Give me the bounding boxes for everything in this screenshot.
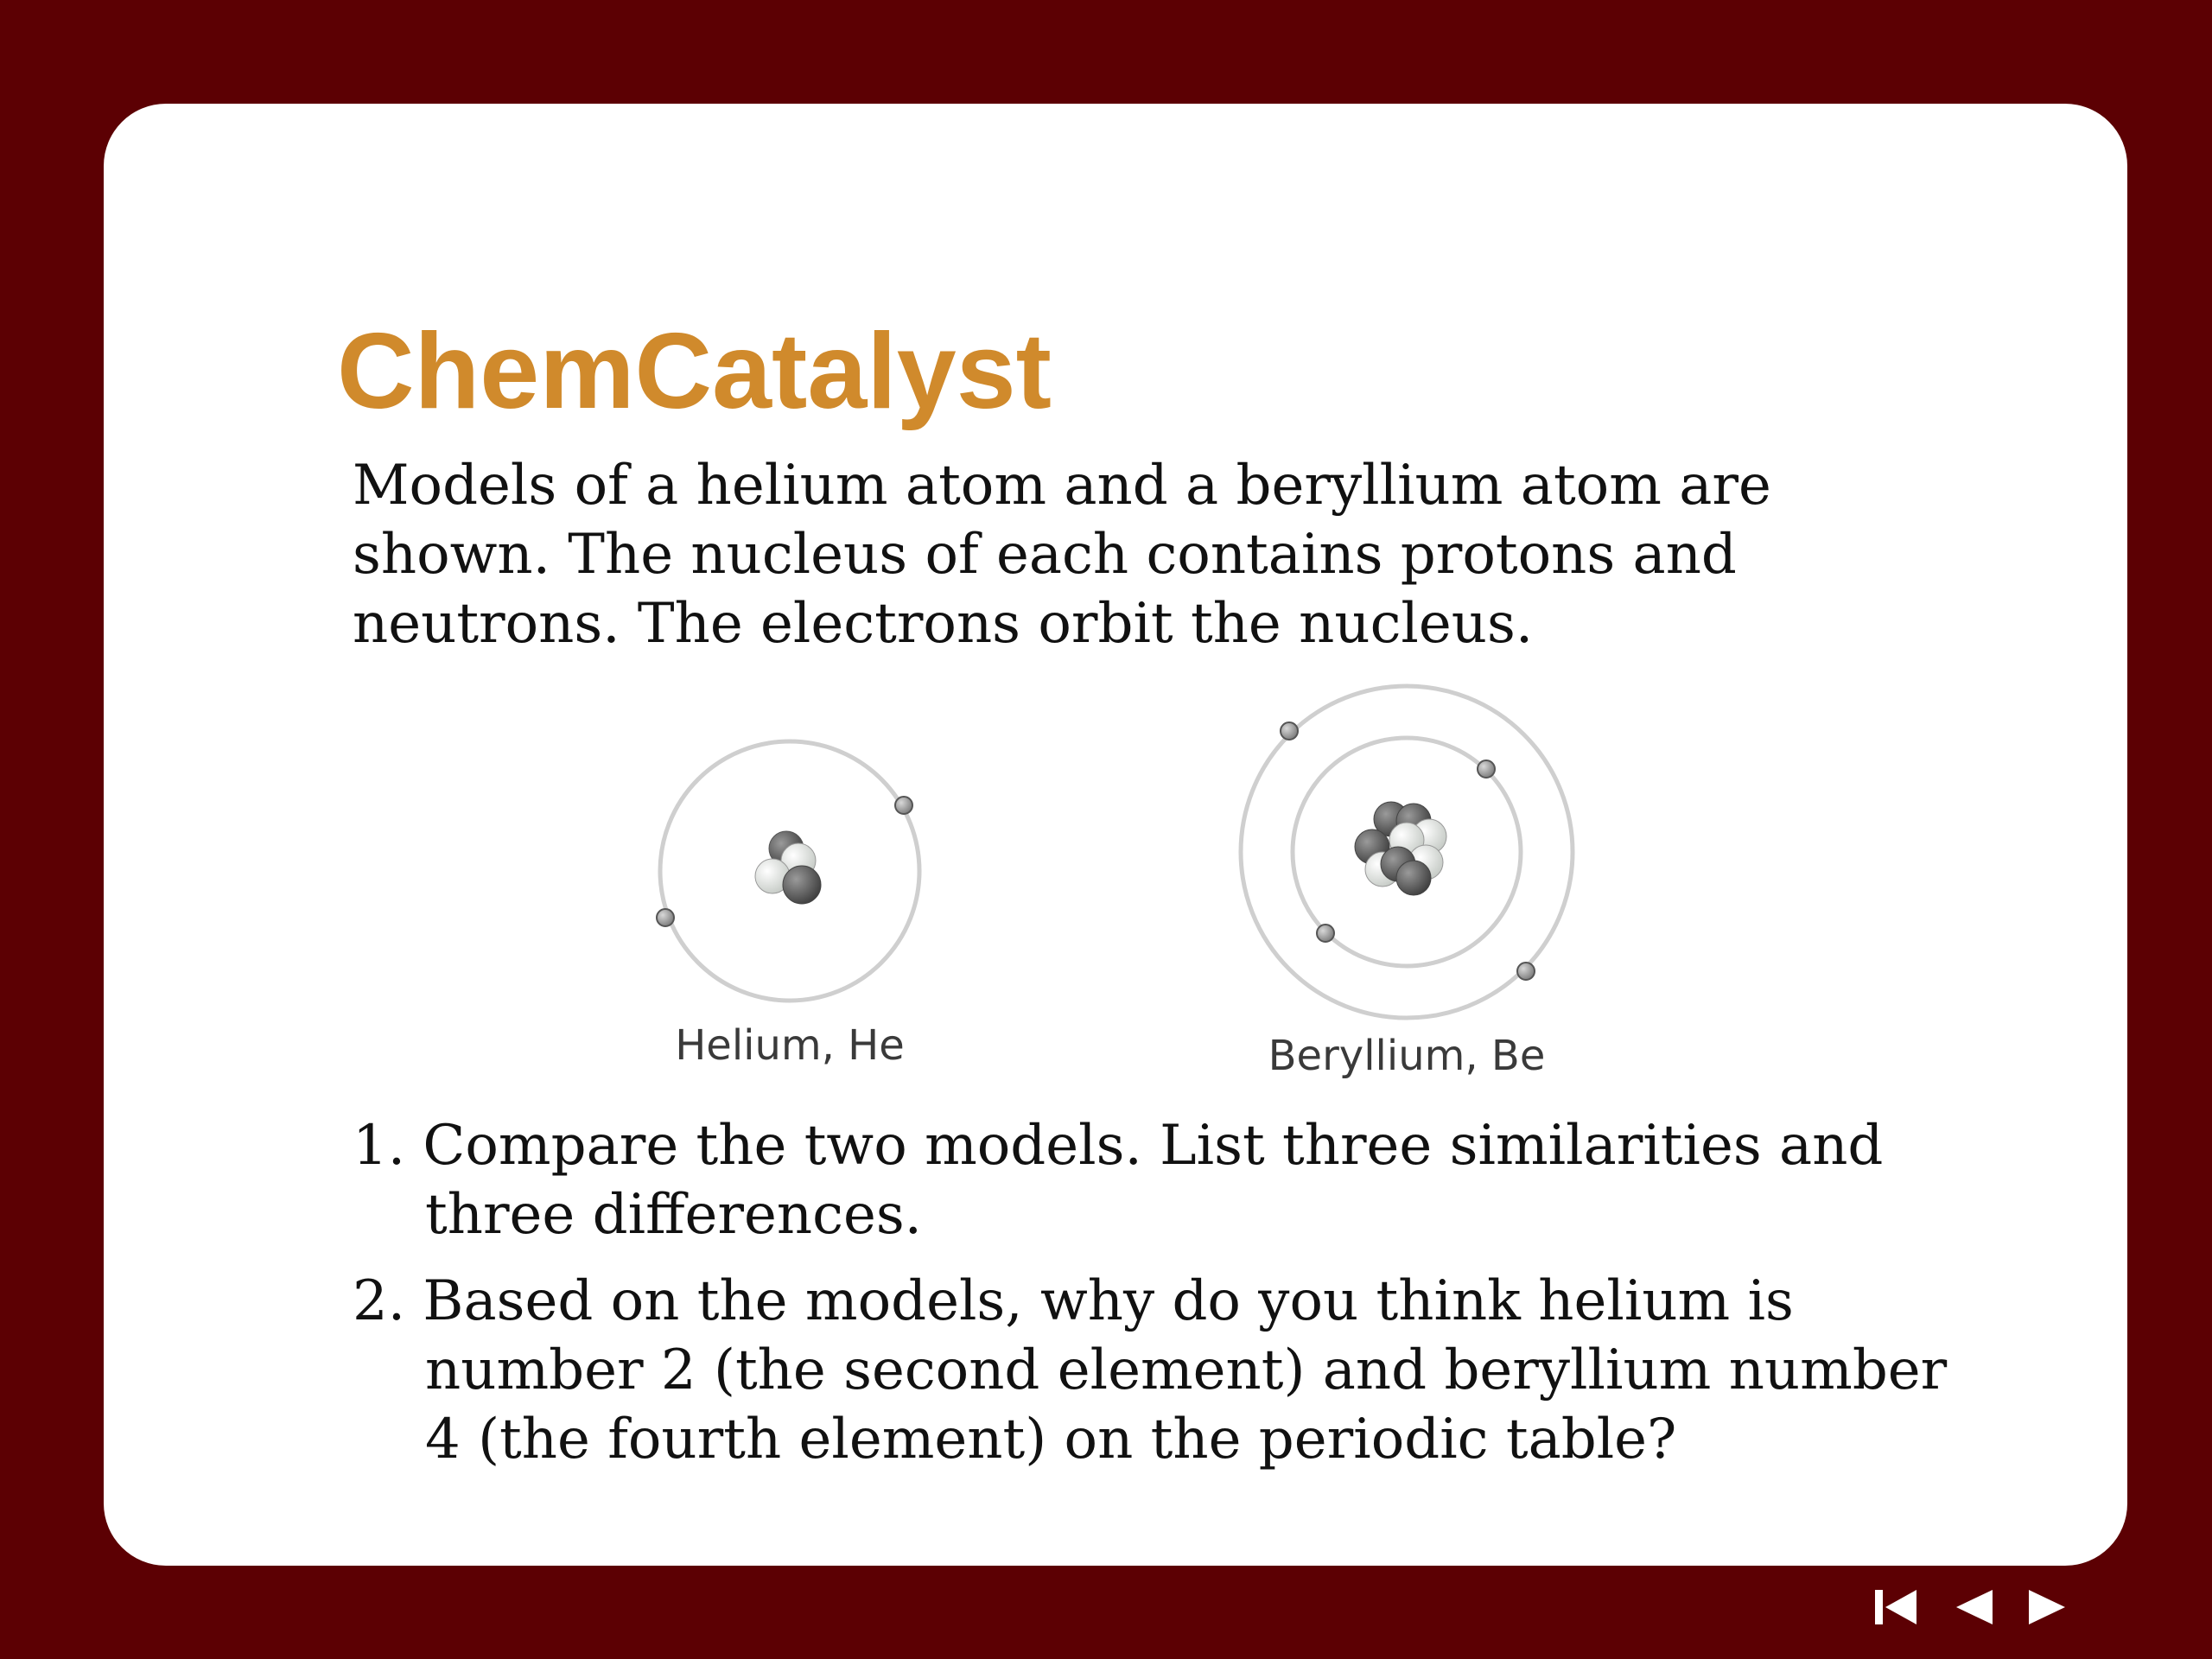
previous-slide-button[interactable]	[1951, 1580, 1998, 1631]
first-slide-button[interactable]	[1873, 1580, 1920, 1631]
previous-triangle-icon	[1951, 1580, 1998, 1631]
skip-to-first-icon	[1873, 1580, 1920, 1631]
beryllium-label: Beryllium, Be	[1268, 1032, 1546, 1080]
question-text: Based on the models, why do you think helium is number 2 (the second element) and beryllium number 4 (the fourth element) on the periodic table?	[423, 1269, 1948, 1471]
question-number: 1.	[353, 1114, 406, 1178]
next-triangle-icon	[2024, 1580, 2070, 1631]
question-item	[353, 1267, 1994, 1474]
question-text: Compare the two models. List three similarities and three differences.	[423, 1114, 1884, 1247]
helium-label: Helium, He	[675, 1021, 905, 1070]
next-slide-button[interactable]	[2024, 1580, 2070, 1631]
intro-paragraph: Models of a helium atom and a beryllium atom are shown. The nucleus of each contains protons and neutrons. The electrons orbit the nucleus.	[353, 454, 1771, 656]
question-number: 2.	[353, 1269, 406, 1333]
slide-title: ChemCatalyst	[337, 312, 1052, 431]
question-item	[353, 1111, 1994, 1249]
question-list	[353, 1111, 1994, 1491]
